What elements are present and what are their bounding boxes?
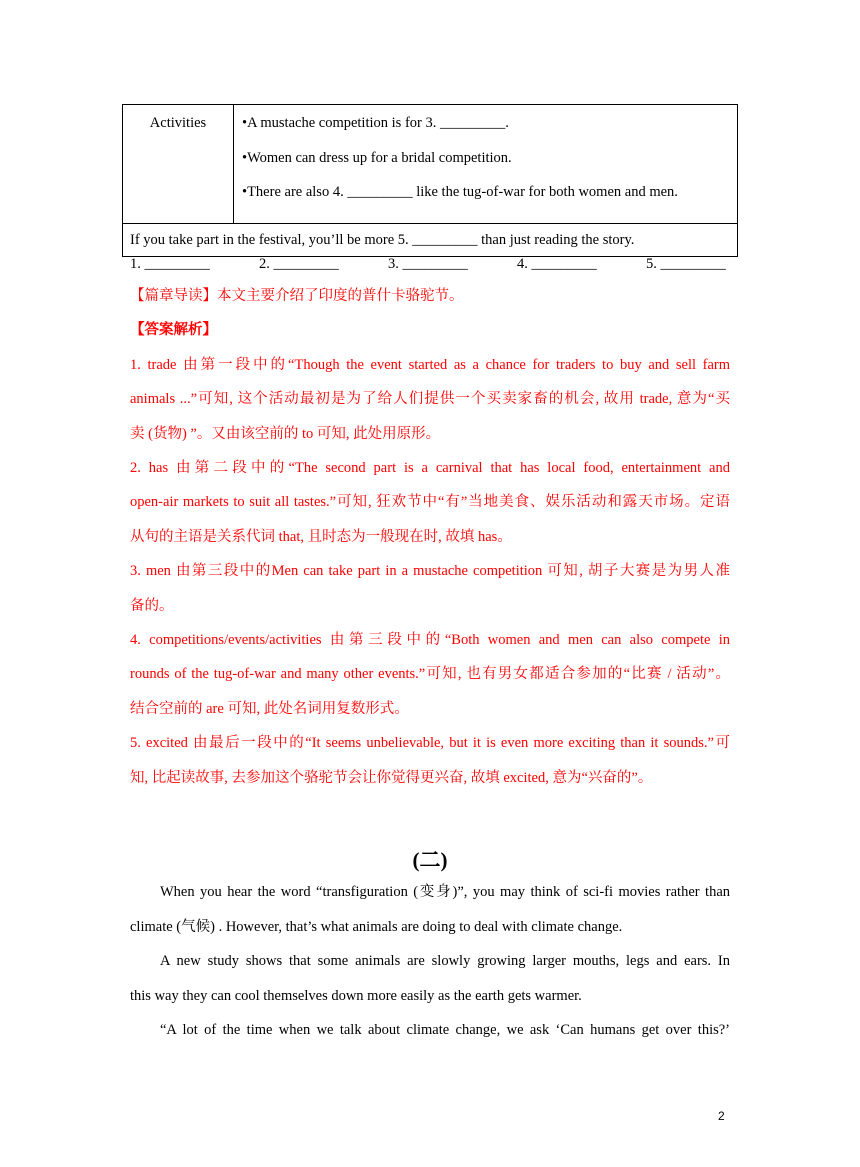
answer-blank: 5. _________	[646, 256, 726, 272]
answer-blank: 4. _________	[517, 256, 597, 272]
table-row	[123, 105, 738, 224]
section-heading: (二)	[412, 848, 448, 872]
analysis-line: 3. men 由第三段中的Men can take part in a mustache competition 可知, 胡子大赛是为男人准	[130, 563, 730, 579]
analysis-line: rounds of the tug-of-war and many other events.”可知, 也有男女都适合参加的“比赛 / 活动”。	[130, 666, 730, 682]
passage-line: “A lot of the time when we talk about climate change, we ask ‘Can humans get over this?’	[160, 1022, 730, 1038]
analysis-line: 备的。	[130, 598, 174, 614]
table-cell-items	[234, 105, 738, 224]
passage-line: A new study shows that some animals are slowly growing larger mouths, legs and ears. In	[160, 953, 730, 969]
table-cell-label: Activities	[123, 105, 234, 224]
activities-table	[122, 104, 738, 257]
table-item: •A mustache competition is for 3. _________.	[242, 115, 509, 131]
answer-blank: 1. _________	[130, 256, 210, 272]
passage-guide: 【篇章导读】本文主要介绍了印度的普什卡骆驼节。	[130, 288, 464, 304]
passage-line: When you hear the word “transfiguration (变身)”, you may think of sci-fi movies rather than	[160, 884, 730, 900]
analysis-line: 从句的主语是关系代词 that, 且时态为一般现在时, 故填 has。	[130, 529, 512, 545]
analysis-line: 1. trade 由第一段中的“Though the event started as a chance for traders to buy and sell farm	[130, 357, 730, 373]
answer-blank: 3. _________	[388, 256, 468, 272]
analysis-line: open-air markets to suit all tastes.”可知, 狂欢节中“有”当地美食、娱乐活动和露天市场。定语	[130, 494, 730, 510]
table-item: •There are also 4. _________ like the tug-of-war for both women and men.	[242, 184, 678, 200]
analysis-title: 【答案解析】	[130, 322, 217, 338]
answer-blank: 2. _________	[259, 256, 339, 272]
table-cell-summary: If you take part in the festival, you’ll be more 5. _________ than just reading the story.	[123, 223, 738, 256]
page-number: 2	[718, 1109, 725, 1123]
table-row	[123, 223, 738, 256]
table-item: •Women can dress up for a bridal competition.	[242, 149, 512, 166]
passage-line: climate (气候) . However, that’s what animals are doing to deal with climate change.	[130, 919, 623, 935]
analysis-line: 2. has 由第二段中的“The second part is a carnival that has local food, entertainment and	[130, 460, 730, 476]
analysis-line: 卖 (货物) ”。又由该空前的 to 可知, 此处用原形。	[130, 426, 441, 442]
analysis-line: 知, 比起读故事, 去参加这个骆驼节会让你觉得更兴奋, 故填 excited, 意为“兴奋的”。	[130, 770, 653, 786]
analysis-line: 5. excited 由最后一段中的“It seems unbelievable, but it is even more exciting than it sounds.”可	[130, 735, 730, 751]
analysis-line: animals ...”可知, 这个活动最初是为了给人们提供一个买卖家畜的机会, 故用 trade, 意为“买	[130, 391, 730, 407]
analysis-line: 4. competitions/events/activities 由第三段中的“Both women and men can also compete in	[130, 632, 730, 648]
analysis-line: 结合空前的 are 可知, 此处名词用复数形式。	[130, 701, 409, 717]
passage-line: this way they can cool themselves down more easily as the earth gets warmer.	[130, 988, 582, 1004]
